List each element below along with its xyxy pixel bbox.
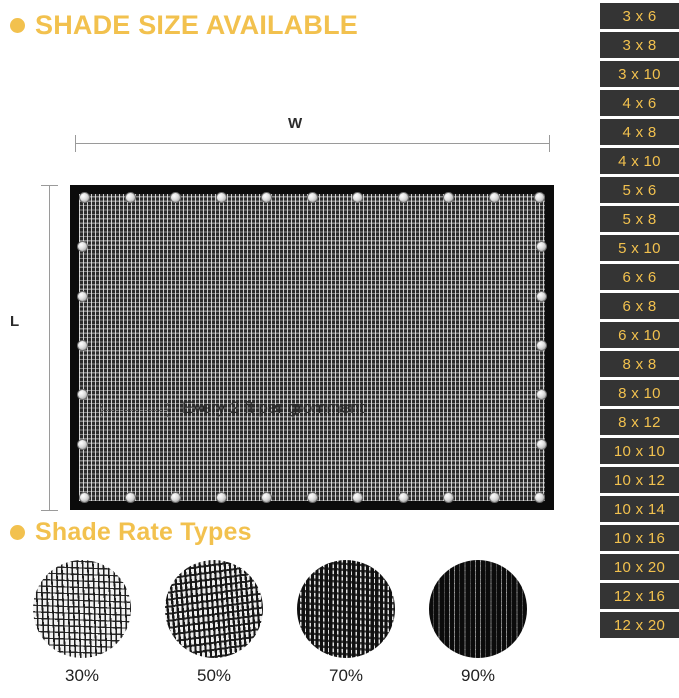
- shade-rate-swatch-70: [297, 560, 395, 658]
- shade-rate-swatch-30: [33, 560, 131, 658]
- size-chip[interactable]: 10 x 12: [600, 467, 679, 493]
- grommet: [536, 389, 547, 400]
- size-chip[interactable]: 8 x 8: [600, 351, 679, 377]
- shade-rate-item: [418, 560, 538, 686]
- width-dimension-line: [75, 143, 550, 144]
- size-chip[interactable]: 10 x 16: [600, 525, 679, 551]
- grommet: [79, 192, 90, 203]
- grommet: [489, 492, 500, 503]
- shade-size-heading: [10, 10, 358, 41]
- grommet: [77, 340, 88, 351]
- size-chip[interactable]: 10 x 10: [600, 438, 679, 464]
- shade-cloth-mesh: [79, 194, 545, 501]
- size-chip[interactable]: 5 x 8: [600, 206, 679, 232]
- bullet-dot-icon: [10, 525, 25, 540]
- size-chip[interactable]: 6 x 6: [600, 264, 679, 290]
- bullet-dot-icon: [10, 18, 25, 33]
- size-chip[interactable]: 3 x 8: [600, 32, 679, 58]
- size-chip[interactable]: 8 x 10: [600, 380, 679, 406]
- shade-rate-label: 90%: [460, 666, 496, 685]
- grommet: [398, 192, 409, 203]
- available-size-list: [600, 0, 679, 698]
- grommet: [307, 192, 318, 203]
- size-chip[interactable]: 8 x 12: [600, 409, 679, 435]
- length-label: L: [10, 313, 20, 330]
- size-chip[interactable]: 4 x 10: [600, 148, 679, 174]
- size-chip[interactable]: 10 x 14: [600, 496, 679, 522]
- grommet: [307, 492, 318, 503]
- size-chip[interactable]: 6 x 10: [600, 322, 679, 348]
- shade-rate-item: [154, 560, 274, 686]
- grommet: [170, 492, 181, 503]
- grommet: [79, 492, 90, 503]
- size-chip[interactable]: 10 x 20: [600, 554, 679, 580]
- shade-rate-swatch-50: [165, 560, 263, 658]
- size-chip[interactable]: 4 x 8: [600, 119, 679, 145]
- size-chip[interactable]: 3 x 6: [600, 3, 679, 29]
- grommet: [125, 492, 136, 503]
- shade-rate-swatch-90: [429, 560, 527, 658]
- grommet: [77, 291, 88, 302]
- shade-rate-item: [286, 560, 406, 686]
- shade-rate-heading: [10, 518, 252, 547]
- size-chip[interactable]: 3 x 10: [600, 61, 679, 87]
- grommet: [489, 192, 500, 203]
- grommet: [443, 492, 454, 503]
- grommet: [352, 192, 363, 203]
- grommet: [261, 192, 272, 203]
- grommet: [125, 192, 136, 203]
- grommet: [216, 492, 227, 503]
- shade-cloth: [70, 185, 554, 510]
- size-chip[interactable]: 5 x 6: [600, 177, 679, 203]
- size-chip[interactable]: 5 x 10: [600, 235, 679, 261]
- grommet: [534, 492, 545, 503]
- size-chip[interactable]: 4 x 6: [600, 90, 679, 116]
- length-tick-bottom: [41, 510, 58, 511]
- shade-rate-label: 50%: [196, 666, 232, 685]
- length-dimension-line: [49, 185, 50, 510]
- grommet-spacing-caption: Every 2 ft per gromment: [182, 398, 365, 417]
- grommet-caption-tick-right: [167, 403, 168, 417]
- grommet: [261, 492, 272, 503]
- grommet: [170, 192, 181, 203]
- shade-cloth-diagram: [0, 55, 600, 495]
- shade-rate-label: 30%: [64, 666, 100, 685]
- shade-rate-item: [22, 560, 142, 686]
- shade-size-heading-text: SHADE SIZE AVAILABLE: [35, 10, 359, 40]
- grommet: [352, 492, 363, 503]
- grommet: [536, 241, 547, 252]
- grommet: [536, 340, 547, 351]
- grommet: [398, 492, 409, 503]
- grommet: [443, 192, 454, 203]
- shade-rate-heading-text: Shade Rate Types: [35, 518, 252, 546]
- size-chip[interactable]: 6 x 8: [600, 293, 679, 319]
- shade-rate-label: 70%: [328, 666, 364, 685]
- size-chip[interactable]: 12 x 20: [600, 612, 679, 638]
- grommet-spacing-line: [101, 410, 167, 411]
- grommet: [77, 439, 88, 450]
- grommet: [536, 291, 547, 302]
- grommet: [216, 192, 227, 203]
- grommet: [536, 439, 547, 450]
- shade-rate-list: [22, 560, 582, 695]
- width-label: W: [288, 115, 303, 132]
- size-chip[interactable]: 12 x 16: [600, 583, 679, 609]
- grommet: [534, 192, 545, 203]
